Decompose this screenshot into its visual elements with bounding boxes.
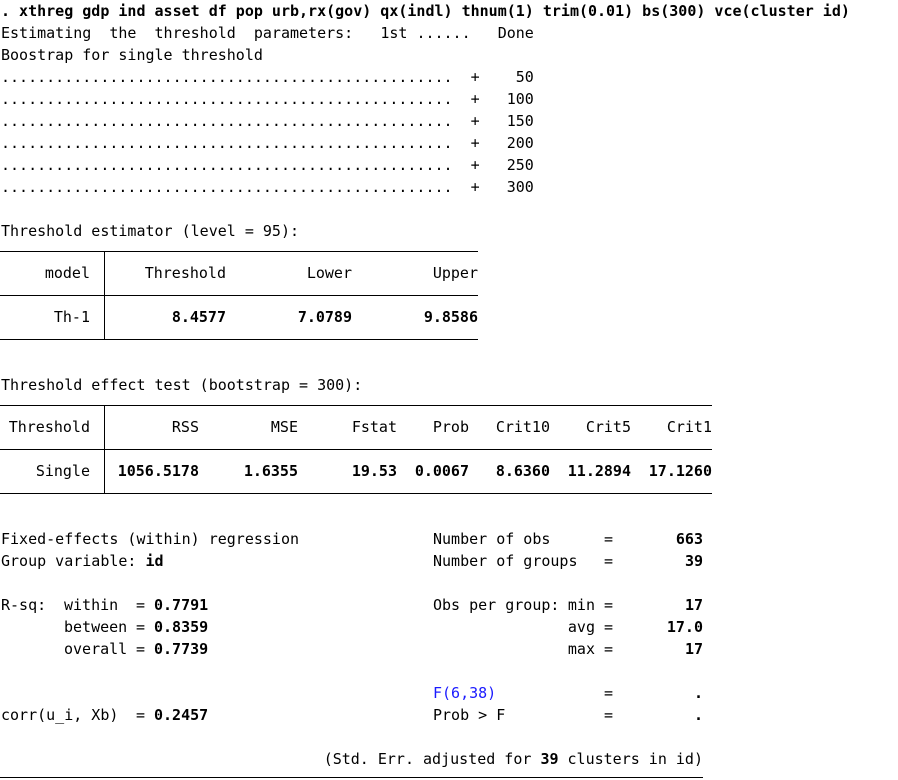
max-value: 17 (684, 640, 703, 658)
stderr-note (200, 748, 703, 770)
stderr-note-prefix: (Std. Err. adjusted for (323, 750, 532, 768)
min-eq: = (604, 596, 614, 614)
table-bottom-rule (0, 339, 478, 340)
prob-f-value: . (693, 706, 703, 724)
progress-count: 300 (506, 178, 534, 196)
progress-dots: .................................................. (1, 112, 453, 130)
between-value: 0.8359 (154, 618, 209, 636)
progress-dots: .................................................. (1, 90, 453, 108)
bootstrap-progress-row (1, 176, 534, 198)
overall-label: overall (64, 640, 128, 658)
nobs-value: 663 (675, 530, 703, 548)
avg-value: 17.0 (666, 618, 703, 636)
progress-count: 250 (506, 156, 534, 174)
within-value: 0.7791 (154, 596, 209, 614)
progress-plus: + (470, 178, 480, 196)
col-header-fstat: Fstat (351, 418, 397, 436)
progress-plus: + (470, 156, 480, 174)
bootstrap-progress-row (1, 110, 534, 132)
threshold-estimator-title: Threshold estimator (level = 95): (1, 222, 300, 240)
table-cell-threshold: Single (35, 462, 90, 480)
estimating-line (1, 22, 534, 44)
col-header-rss: RSS (171, 418, 199, 436)
progress-dots: .................................................. (1, 68, 453, 86)
bootstrap-progress-row (1, 88, 534, 110)
nobs-eq: = (604, 530, 614, 548)
results-table-top-rule (0, 777, 703, 778)
progress-dots: .................................................. (1, 156, 453, 174)
table-header-rule (0, 449, 712, 450)
max-label: max (567, 640, 595, 658)
estimating-the: the (109, 24, 137, 42)
bootstrap-title: Boostrap for single threshold (1, 46, 263, 64)
f-stat-eq: = (604, 684, 614, 702)
avg-label: avg (567, 618, 595, 636)
progress-count: 100 (506, 90, 534, 108)
overall-value: 0.7739 (154, 640, 209, 658)
col-header-crit10: Crit10 (495, 418, 550, 436)
col-header-upper: Upper (432, 264, 478, 282)
corr-label: corr(u_i, Xb) (1, 706, 119, 724)
threshold-effect-title: Threshold effect test (bootstrap = 300): (1, 376, 363, 394)
col-header-mse: MSE (270, 418, 298, 436)
table-cell-crit1: 17.1260 (648, 462, 712, 480)
min-label: min (567, 596, 595, 614)
ngroups-eq: = (604, 552, 614, 570)
col-header-model: model (44, 264, 90, 282)
obs-per-group-label: Obs per group: (433, 596, 560, 614)
col-header-threshold: Threshold (8, 418, 90, 436)
table-cell-crit10: 8.6360 (495, 462, 550, 480)
progress-count: 200 (506, 134, 534, 152)
rsq-label: R-sq: (1, 596, 47, 614)
col-header-threshold: Threshold (144, 264, 226, 282)
progress-count: 50 (515, 68, 534, 86)
table-top-rule (0, 405, 712, 406)
progress-plus: + (470, 112, 480, 130)
max-eq: = (604, 640, 614, 658)
corr-value: 0.2457 (154, 706, 209, 724)
estimating-stage: 1st (380, 24, 408, 42)
progress-dots: .................................................. (1, 178, 453, 196)
table-cell-mse: 1.6355 (243, 462, 298, 480)
stderr-note-suffix: clusters in id) (567, 750, 703, 768)
estimating-threshold: threshold (154, 24, 236, 42)
bootstrap-progress-row (1, 132, 534, 154)
within-label: within (64, 596, 119, 614)
table-cell-upper: 9.8586 (423, 308, 478, 326)
estimating-parameters: parameters: (253, 24, 354, 42)
f-stat-value: . (693, 684, 703, 702)
overall-eq: = (136, 640, 146, 658)
within-eq: = (136, 596, 146, 614)
table-top-rule (0, 251, 478, 252)
nobs-label: Number of obs (433, 530, 551, 548)
prob-f-label: Prob > F (433, 706, 506, 724)
avg-eq: = (604, 618, 614, 636)
table-cell-rss: 1056.5178 (117, 462, 199, 480)
estimating-dots: ...... (416, 24, 471, 42)
bootstrap-progress-row (1, 66, 534, 88)
progress-plus: + (470, 90, 480, 108)
between-eq: = (136, 618, 146, 636)
estimating-done: Done (497, 24, 534, 42)
estimating-word: Estimating (1, 24, 92, 42)
table-cell-fstat: 19.53 (351, 462, 397, 480)
group-variable-label: Group variable: (1, 552, 137, 570)
col-header-crit1: Crit1 (666, 418, 712, 436)
stderr-note-clusters: 39 (540, 750, 559, 768)
bootstrap-progress-row (1, 154, 534, 176)
group-variable-value: id (145, 552, 164, 570)
table-cell-threshold: 8.4577 (171, 308, 226, 326)
prob-f-eq: = (604, 706, 614, 724)
command-line: . xthreg gdp ind asset df pop urb,rx(gov) qx(indl) thnum(1) trim(0.01) bs(300) vce(cluster id) (1, 2, 850, 20)
progress-count: 150 (506, 112, 534, 130)
ngroups-value: 39 (684, 552, 703, 570)
table-cell-prob: 0.0067 (414, 462, 469, 480)
progress-plus: + (470, 68, 480, 86)
table-cell-lower: 7.0789 (297, 308, 352, 326)
col-header-lower: Lower (306, 264, 352, 282)
table-bottom-rule (0, 493, 712, 494)
regression-title: Fixed-effects (within) regression (1, 530, 300, 548)
col-header-prob: Prob (432, 418, 469, 436)
progress-dots: .................................................. (1, 134, 453, 152)
min-value: 17 (684, 596, 703, 614)
between-label: between (64, 618, 128, 636)
table-cell-model: Th-1 (53, 308, 90, 326)
ngroups-label: Number of groups (433, 552, 578, 570)
f-stat-link[interactable]: F(6,38) (433, 684, 497, 702)
group-variable-line (1, 550, 164, 572)
table-cell-crit5: 11.2894 (567, 462, 631, 480)
col-header-crit5: Crit5 (585, 418, 631, 436)
progress-plus: + (470, 134, 480, 152)
corr-eq: = (136, 706, 146, 724)
table-header-rule (0, 295, 478, 296)
